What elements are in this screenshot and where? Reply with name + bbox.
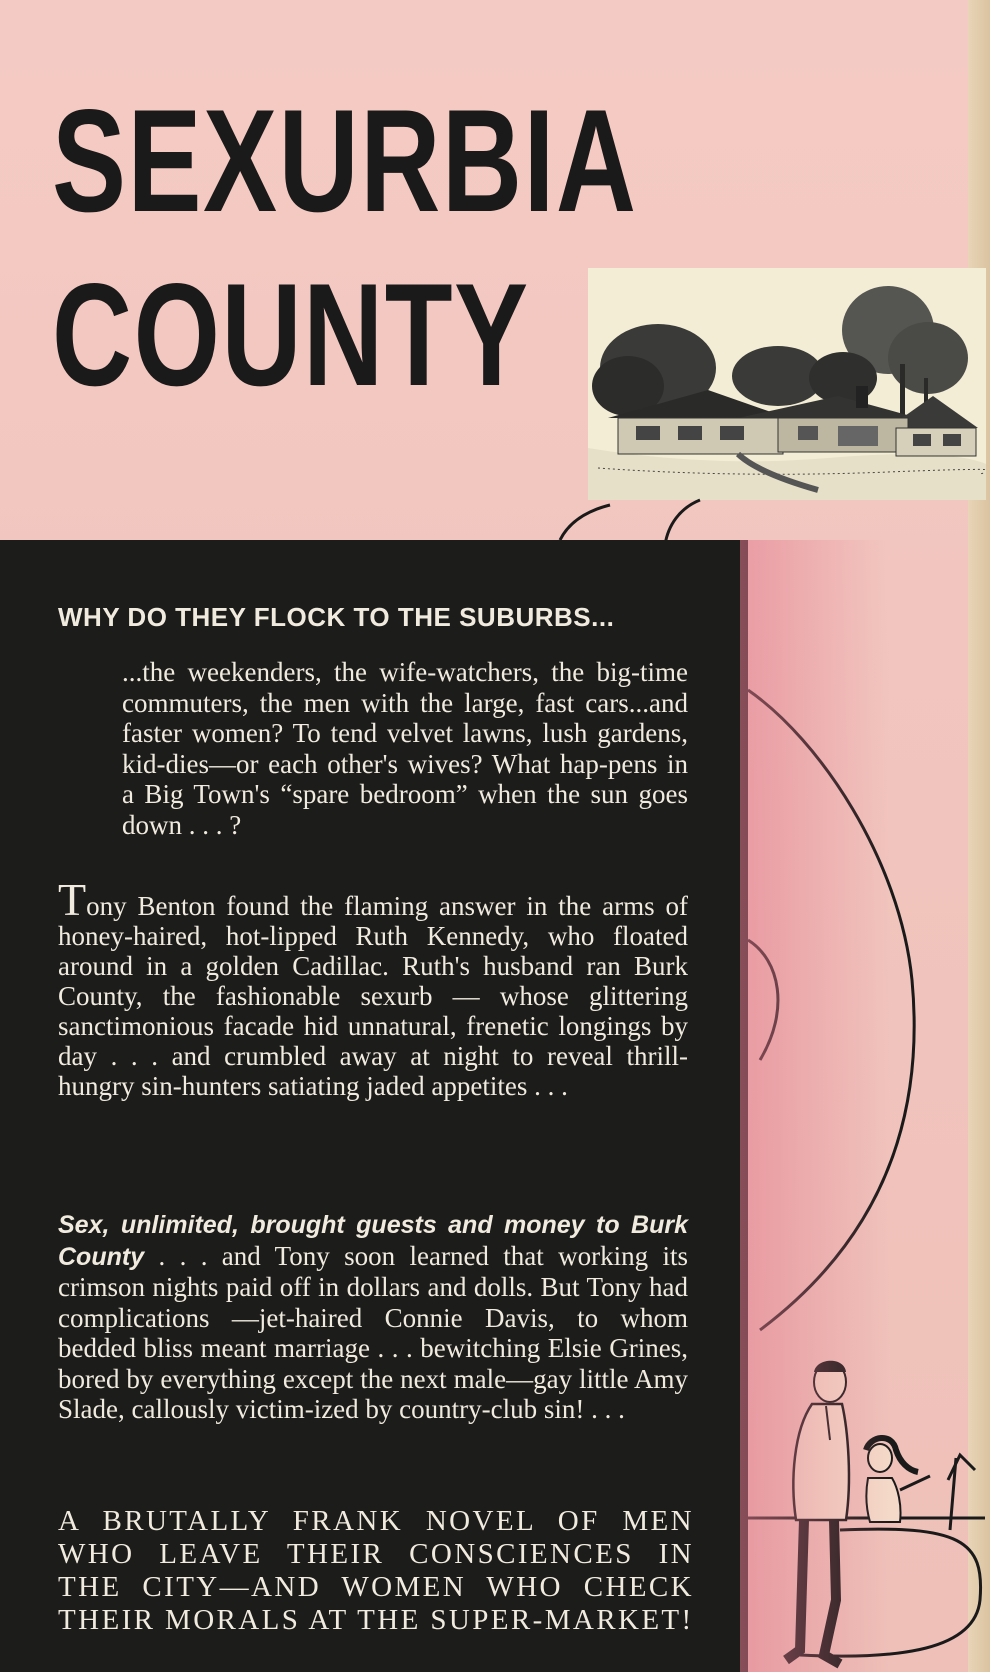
drop-cap: T	[58, 874, 87, 925]
title-line-2: COUNTY	[52, 253, 530, 416]
plot-paragraph	[58, 874, 688, 1101]
panel-glow	[740, 540, 990, 1672]
closing-tagline: A BRUTALLY FRANK NOVEL OF MEN WHO LEAVE THEIR CONSCIENCES IN THE CITY—AND WOMEN WHO CHECK THEIR MORALS AT THE SUPER-MARKET!	[58, 1505, 694, 1636]
synopsis-headline: WHY DO THEY FLOCK TO THE SUBURBS...	[58, 602, 615, 632]
plot-paragraph-text: ony Benton found the flaming answer in the arms of honey-haired, hot-lipped Ruth Kennedy, who floated around in a golden Cadillac. Ruth's husband ran Burk County, the fashionable sexurb — whose glittering sanctimonious facade hid unnatural, frenetic longings by day . . . and crumbled away at night to reveal thrill-hungry sin-hunters satiating jaded appetites . . .	[58, 891, 688, 1101]
complications-paragraph	[58, 1209, 688, 1425]
intro-paragraph: ...the weekenders, the wife-watchers, the big-time commuters, the men with the large, fast cars...and faster women? To tend velvet lawns, lush gardens, kid-dies—or each other's wives? What hap-pens in a Big Town's “spare bedroom” when the sun goes down . . . ?	[122, 657, 688, 840]
complications-lead: Sex, unlimited, brought guests and money to Burk County	[58, 1211, 688, 1271]
complications-text: . . . and Tony soon learned that working its crimson nights paid off in dollars and dolls. But Tony had complications —jet-haired Connie Davis, to whom bedded bliss meant marriage . . . bewitching Elsie Grines, bored by everything except the next male—gay little Amy Slade, callously victim-ized by country-club sin! . . .	[58, 1240, 688, 1424]
title-line-1: SEXURBIA	[52, 79, 638, 242]
